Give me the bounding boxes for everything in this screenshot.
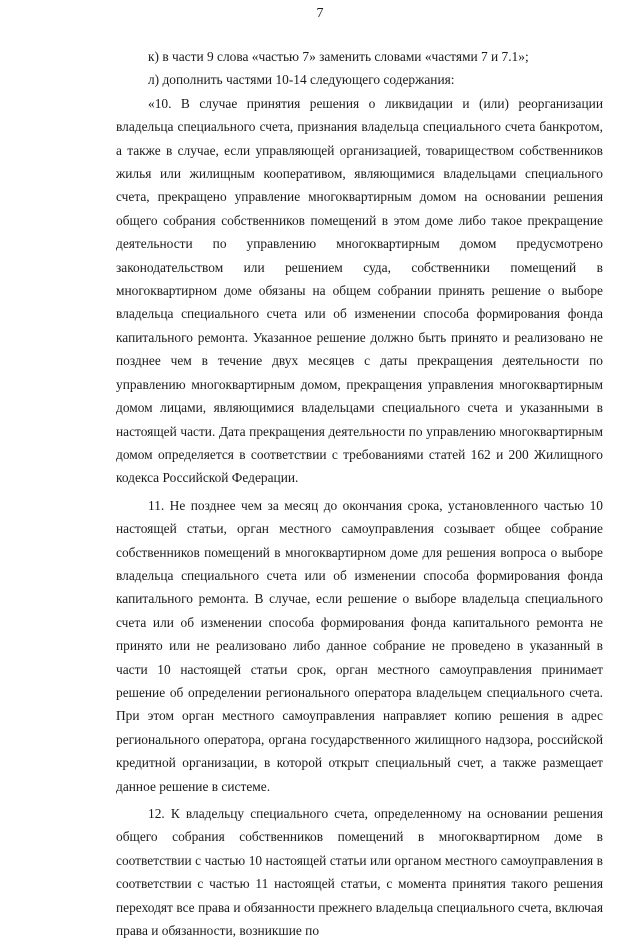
paragraph-k: к) в части 9 слова «частью 7» заменить словами «частями 7 и 7.1»; (148, 49, 529, 64)
paragraph-part-11: 11. Не позднее чем за месяц до окончания срока, установленного частью 10 настоящей статьи, орган местного самоуправления созывает общее собрание собственников помещений в многоквартирном доме для решения вопроса о выборе владельца специального счета или об изменении способа формирования фонда капитального ремонта. В случае, если решение о выборе владельца специального счета или об изменении способа формирования фонда капитального ремонта не принято или не реализовано либо данное собрание не проведено в указанный в части 10 настоящей статьи срок, орган местного самоуправления принимает решение об определении регионального оператора владельцем специального счета. При этом орган местного самоуправления направляет копию решения в адрес регионального оператора, органа государственного жилищного надзора, российской кредитной организации, в которой открыт специальный счет, а также размещает данное решение в системе. (116, 497, 603, 794)
document-body (116, 45, 603, 942)
paragraph-part-12: 12. К владельцу специального счета, определенному на основании решения общего собрания собственников помещений в многоквартирном доме в соответствии с частью 10 настоящей статьи или органом местного самоуправления в соответствии с частью 11 настоящей статьи, с момента принятия такого решения переходят все права и обязанности прежнего владельца специального счета, включая права и обязанности, возникшие по (116, 806, 603, 939)
paragraph-part-10: «10. В случае принятия решения о ликвидации и (или) реорганизации владельца специального счета, признания владельца специального счета банкротом, а также в случае, если управляющей организацией, товариществом собственников жилья или жилищным кооперативом, являющимися владельцами специального счета, прекращено управление многоквартирным домом на основании решения общего собрания собственников помещений в этом доме либо такое прекращение деятельности по управлению многоквартирным домом предусмотрено законодательством или решением суда, собственники помещений в многоквартирном доме обязаны на общем собрании принять решение о выборе владельца специального счета или об изменении способа формирования фонда капитального ремонта. Указанное решение должно быть принято и реализовано не позднее чем в течение двух месяцев с даты прекращения деятельности по управлению многоквартирным домом, прекращения управления многоквартирным домом лицами, являющимися владельцами специального счета и указанными в настоящей части. Дата прекращения деятельности по управлению многоквартирным домом определяется в соответствии с требованиями статей 162 и 200 Жилищного кодекса Российской Федерации. (116, 95, 603, 486)
page-number: 7 (316, 6, 324, 21)
paragraph-l: л) дополнить частями 10-14 следующего содержания: (148, 72, 455, 88)
